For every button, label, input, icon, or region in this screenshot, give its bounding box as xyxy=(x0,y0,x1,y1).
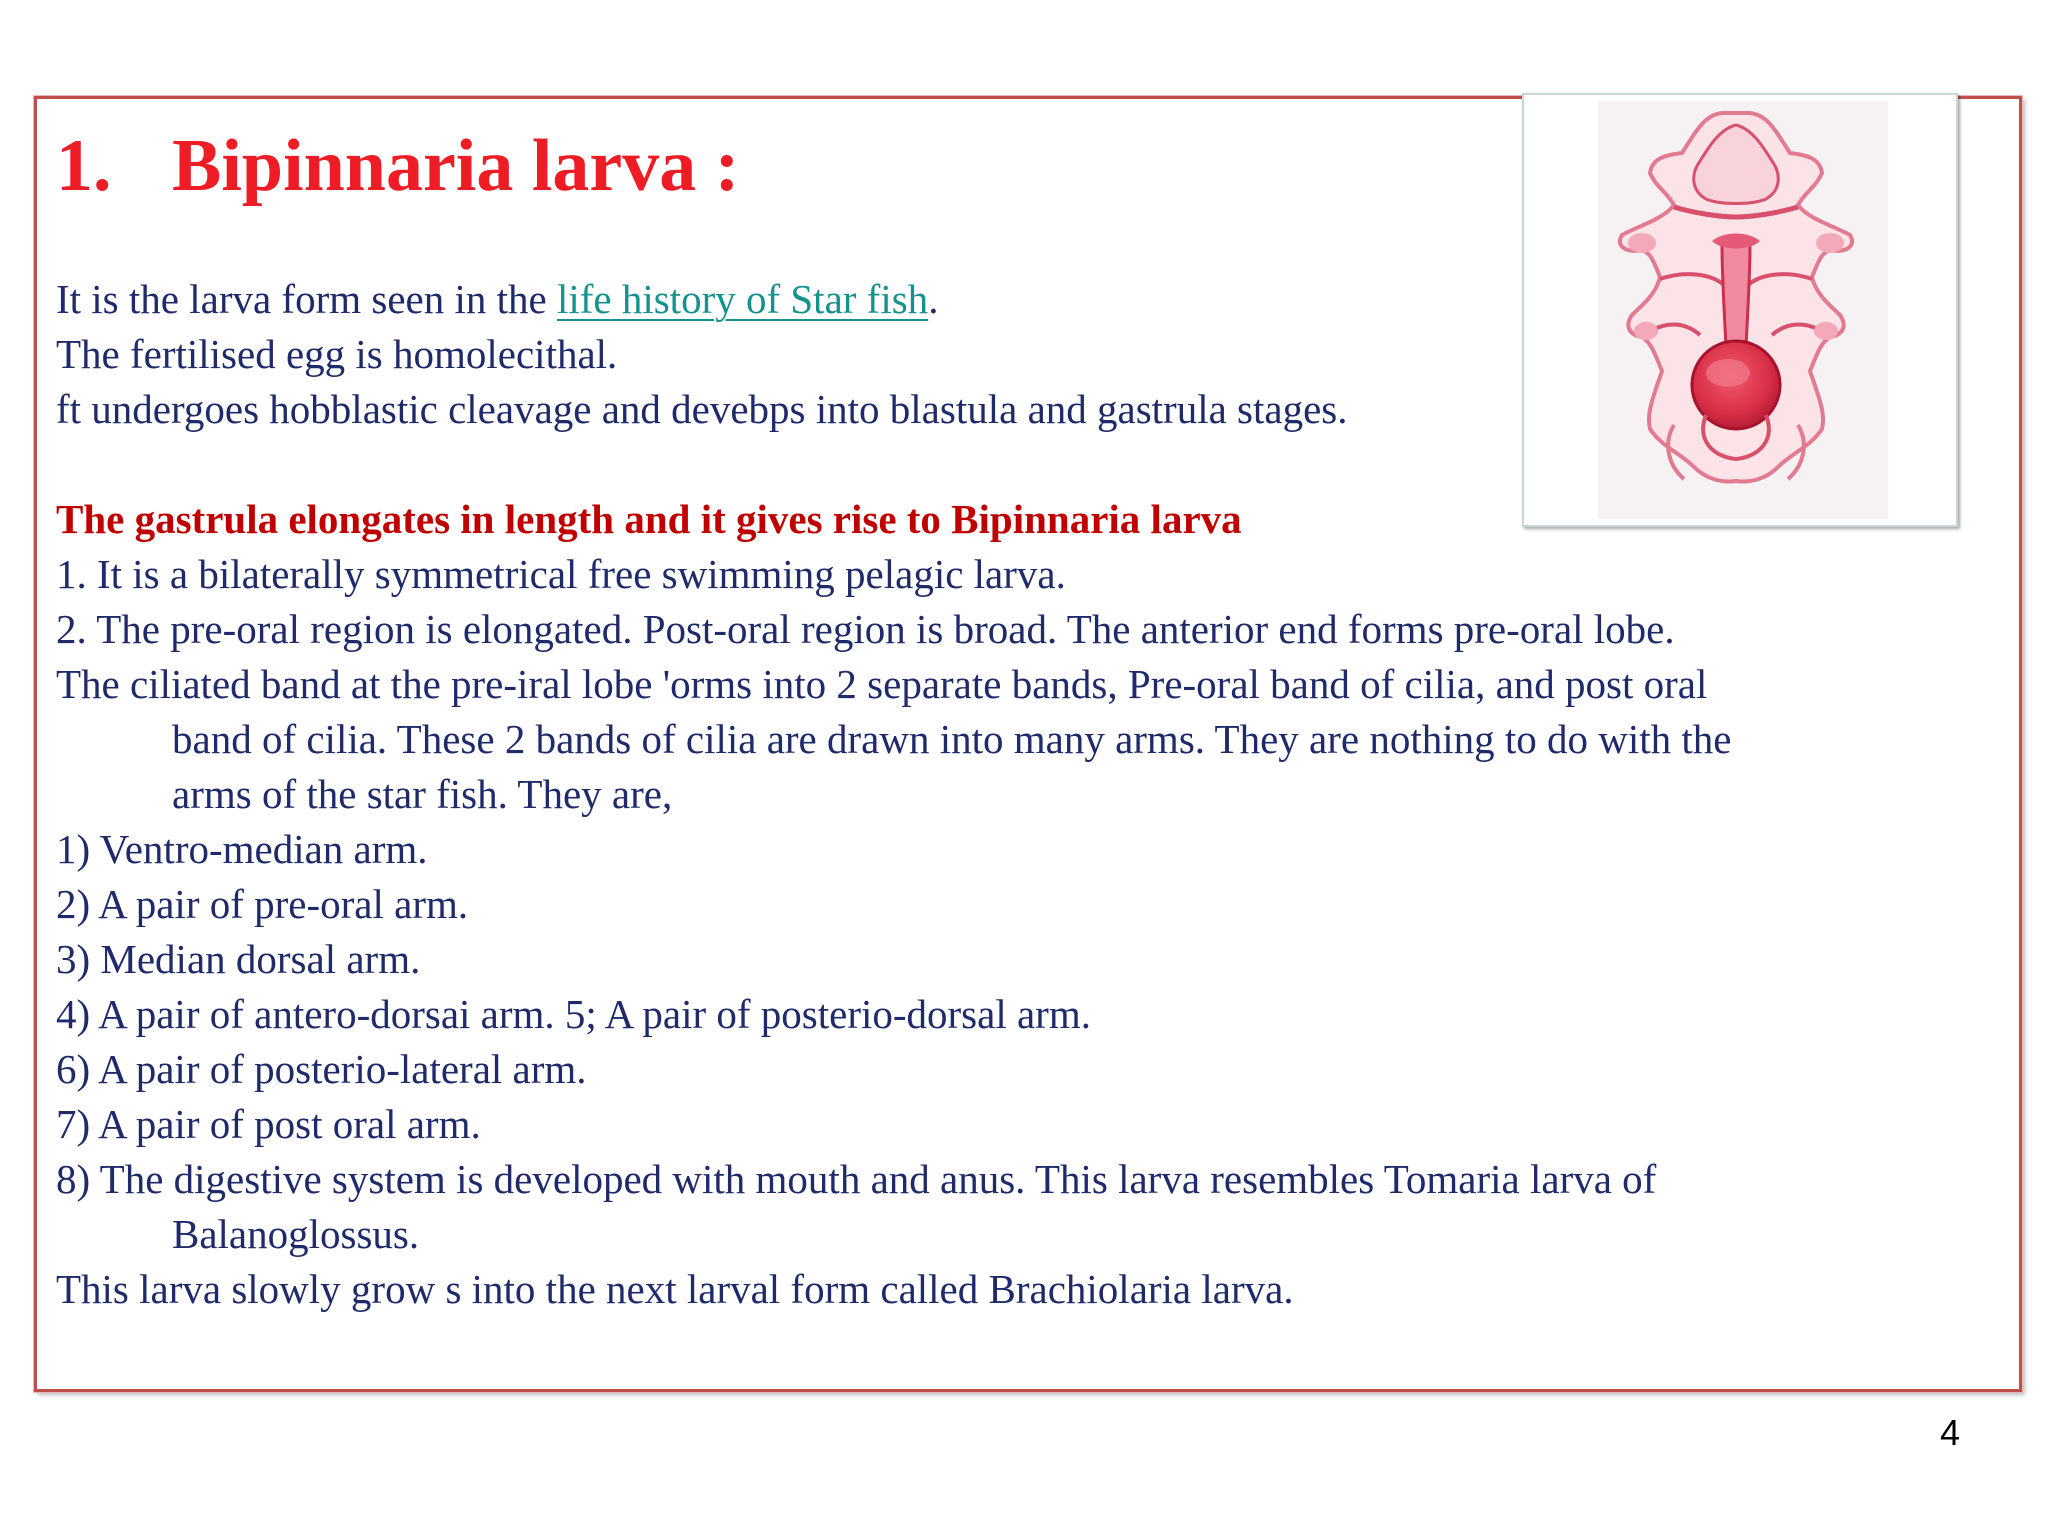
closing-line: This larva slowly grow s into the next larval form called Brachiolaria larva. xyxy=(56,1266,1294,1312)
arm-item-8: 8) The digestive system is developed with mouth and anus. This larva resembles Tomaria larva of xyxy=(56,1156,1657,1202)
ciliated-band-line-3: arms of the star fish. They are, xyxy=(172,771,673,817)
arm-item-4-5: 4) A pair of antero-dorsai arm. 5; A pair of posterio-dorsal arm. xyxy=(56,991,1091,1037)
arm-item-7: 7) A pair of post oral arm. xyxy=(56,1101,481,1147)
slide-title xyxy=(56,118,739,214)
point-1: 1. It is a bilaterally symmetrical free swimming pelagic larva. xyxy=(56,551,1066,597)
arm-item-1: 1) Ventro-median arm. xyxy=(56,826,428,872)
ciliated-band-line-2: band of cilia. These 2 bands of cilia are drawn into many arms. They are nothing to do with the xyxy=(172,716,1732,762)
point-2: 2. The pre-oral region is elongated. Post-oral region is broad. The anterior end forms pre-oral lobe. xyxy=(56,606,1675,652)
arm-item-6: 6) A pair of posterio-lateral arm. xyxy=(56,1046,587,1092)
arm-item-3: 3) Median dorsal arm. xyxy=(56,936,421,982)
star-fish-life-history-link[interactable]: life history of Star fish xyxy=(556,276,929,322)
arm-item-8-continued: Balanoglossus. xyxy=(172,1211,420,1257)
title-text: Bipinnaria larva : xyxy=(172,125,740,207)
intro-suffix: . xyxy=(928,276,939,322)
cleavage-line: ft undergoes hobblastic cleavage and devebps into blastula and gastrula stages. xyxy=(56,386,1348,432)
larva-figure xyxy=(1522,93,1958,527)
arm-item-2: 2) A pair of pre-oral arm. xyxy=(56,881,469,927)
page-number: 4 xyxy=(1939,1412,1960,1453)
title-number: 1. xyxy=(56,125,112,207)
intro-prefix: It is the larva form seen in the xyxy=(56,276,557,322)
ciliated-band-line-1: The ciliated band at the pre-iral lobe 'orms into 2 separate bands, Pre-oral band of cilia, and post oral xyxy=(56,661,1708,707)
highlight-line: The gastrula elongates in length and it gives rise to Bipinnaria larva xyxy=(56,496,1242,542)
egg-line: The fertilised egg is homolecithal. xyxy=(56,331,618,377)
bipinnaria-larva-icon xyxy=(1524,95,1956,525)
